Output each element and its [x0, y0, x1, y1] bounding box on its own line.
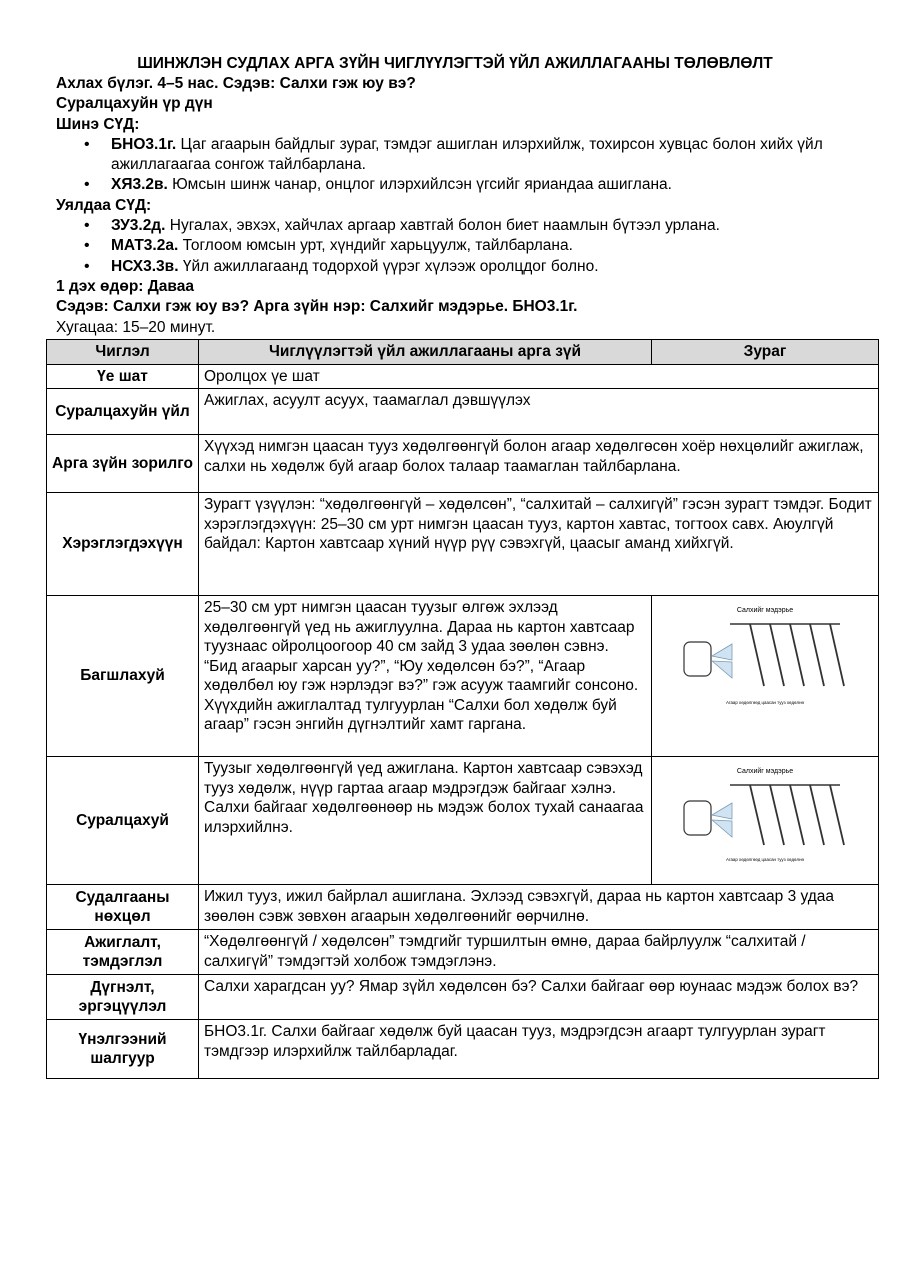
table-row: [47, 435, 879, 493]
table-row: [47, 885, 879, 930]
new-standards-list: [56, 135, 866, 196]
diagram-caption: Агаар хөдөлгөөд цаасан тууз хөдөлнө: [726, 857, 804, 862]
row-text: 25–30 см урт нимгэн цаасан туузыг өлгөж эхлээд хөдөлгөөнгүй үед нь ажиглуулна. Дараа нь картон хавтсаар туузнаас ойролцоогоор 40 см зайд 3 удаа зөөлөн сэвнэ. “Бид агаарыг харсан уу?”, “Юу хөдөлсөн бэ?”, “Агаар хөдөлбөл юу гэж нэрлэдэг вэ?” гэж асууж таамгийг сонсоно. Хүүхдийн ажиглалтад тулгуурлан “Салхи бол хөдөлж буй агаар” гэсэн энгийн дүгнэлтийг хамт гаргана.: [199, 596, 652, 757]
diagram-title: Салхийг мэдэрье: [736, 768, 794, 775]
linked-heading: Уялдаа СҮД:: [56, 196, 152, 214]
air-flow-icon: [712, 661, 732, 678]
paper-strip-icon: [810, 624, 824, 686]
cardboard-fan-icon: [684, 801, 711, 835]
diagram-caption: Агаар хөдөлгөөд цаасан тууз хөдөлнө: [726, 700, 804, 705]
table-row: [47, 364, 879, 389]
air-flow-icon: [712, 820, 732, 837]
row-text: Ажиглах, асуулт асуух, таамаглал дэвшүүлэх: [199, 389, 879, 435]
air-flow-icon: [712, 803, 732, 819]
row-text: Ижил тууз, ижил байрлал ашиглана. Эхлээд сэвэхгүй, дараа нь картон хавтсаар 3 удаа зөөлөн сэвж зөвхөн агаарын хөдөлгөөнийг өөрчилнө.: [199, 885, 879, 930]
row-label: Үе шат: [47, 364, 199, 389]
table-row: [47, 757, 879, 885]
standard-text: Тоглоом юмсын урт, хүндийг харьцуулж, тайлбарлана.: [178, 237, 573, 255]
row-text: Туузыг хөдөлгөөнгүй үед ажиглана. Картон хавтсаар сэвэхэд тууз хөдөлж, нүүр гартаа агаар мэдрэгдэж байгааг хэлнэ. Салхи байгааг хөдөлгөөнөөр нь мэдэж болох тухай санаагаа илэрхийлнэ.: [199, 757, 652, 885]
table-header-row: [47, 340, 879, 365]
row-text: “Хөдөлгөөнгүй / хөдөлсөн” тэмдгийг туршилтын өмнө, дараа байрлуулж “салхитай / салхигүй” тэмдэгтэй холбож тэмдэглэнэ.: [199, 930, 879, 975]
paper-strip-icon: [770, 624, 784, 686]
list-item: [111, 135, 866, 176]
table-row: [47, 930, 879, 975]
list-item: [111, 175, 866, 195]
row-label: Үнэлгээний шалгуур: [47, 1020, 199, 1079]
linked-standards-list: [56, 216, 866, 277]
table-row: [47, 596, 879, 757]
row-text: БНО3.1г. Салхи байгааг хөдөлж буй цаасан тууз, мэдрэгдсэн агаарт тулгуурлан зурагт тэмдгээр илэрхийлж тайлбарладаг.: [199, 1020, 879, 1079]
standard-code: ЗУ3.2д.: [111, 217, 166, 235]
table-row: [47, 493, 879, 596]
paper-strip-icon: [790, 785, 804, 845]
column-header: Зураг: [652, 340, 879, 365]
outcome-heading: Суралцахуйн үр дүн: [56, 95, 213, 113]
row-text: Салхи харагдсан уу? Ямар зүйл хөдөлсөн бэ? Салхи байгааг өөр юунаас мэдэж болох вэ?: [199, 975, 879, 1020]
paper-strip-icon: [830, 624, 844, 686]
diagram-title: Салхийг мэдэрье: [736, 607, 794, 614]
duration-line: Хугацаа: 15–20 минут.: [56, 318, 216, 336]
day-line: 1 дэх өдөр: Даваа: [56, 277, 194, 295]
row-label: Судалгааны нөхцөл: [47, 885, 199, 930]
cardboard-fan-icon: [684, 642, 711, 676]
table-row: [47, 975, 879, 1020]
row-label: Суралцахуйн үйл: [47, 389, 199, 435]
paper-strip-icon: [770, 785, 784, 845]
air-flow-icon: [712, 644, 732, 660]
group-line: Ахлах бүлэг. 4–5 нас. Сэдэв: Салхи гэж юу вэ?: [56, 75, 416, 92]
row-label: Арга зүйн зорилго: [47, 435, 199, 493]
row-text: Оролцох үе шат: [199, 364, 879, 389]
standard-code: БНО3.1г.: [111, 135, 177, 153]
topic-line: Сэдэв: Салхи гэж юу вэ? Арга зүйн нэр: Салхийг мэдэрье. БНО3.1г.: [56, 298, 578, 316]
table-row: [47, 389, 879, 435]
wind-diagram: [680, 759, 850, 871]
row-text: Хүүхэд нимгэн цаасан тууз хөдөлгөөнгүй болон агаар хөдөлгөсөн хоёр нөхцөлийг ажиглаж, салхи нь хөдөлж буй агаар болох талаар таамаглан тайлбарлана.: [199, 435, 879, 493]
diagram-cell: [652, 757, 879, 885]
standard-code: ХЯ3.2в.: [111, 176, 168, 194]
paper-strip-icon: [750, 624, 764, 686]
standard-code: МАТ3.2а.: [111, 237, 179, 255]
list-item: [111, 236, 866, 256]
column-header: Чиглүүлэгтэй үйл ажиллагааны арга зүй: [199, 340, 652, 365]
table-row: [47, 1020, 879, 1079]
paper-strip-icon: [790, 624, 804, 686]
wind-diagram: [680, 598, 850, 718]
row-label: Ажиглалт, тэмдэглэл: [47, 930, 199, 975]
page-title: ШИНЖЛЭН СУДЛАХ АРГА ЗҮЙН ЧИГЛҮҮЛЭГТЭЙ ҮЙЛ АЖИЛЛАГААНЫ ТӨЛӨВЛӨЛТ: [137, 55, 773, 72]
row-label: Дүгнэлт, эргэцүүлэл: [47, 975, 199, 1020]
standard-text: Нугалах, эвхэх, хайчлах аргаар хавтгай болон биет наамлын бүтээл урлана.: [165, 217, 720, 235]
row-label: Хэрэглэгдэхүүн: [47, 493, 199, 596]
paper-strip-icon: [750, 785, 764, 845]
list-item: [111, 216, 866, 236]
row-text: Зурагт үзүүлэн: “хөдөлгөөнгүй – хөдөлсөн”, “салхитай – салхигүй” гэсэн зурагт тэмдэг. Бодит хэрэглэгдэхүүн: 25–30 см урт нимгэн цаасан тууз, картон хавтас, тогтоох савх. Аюулгүй байдал: Картон хавтсаар хүний нүүр рүү сэвэхгүй, цаасыг аманд хийхгүй.: [199, 493, 879, 596]
diagram-cell: [652, 596, 879, 757]
new-heading: Шинэ СҮД:: [56, 115, 140, 133]
list-item: [111, 257, 866, 277]
paper-strip-icon: [810, 785, 824, 845]
document-header: [56, 74, 866, 338]
paper-strip-icon: [830, 785, 844, 845]
standard-code: НСХ3.3в.: [111, 257, 179, 275]
row-label: Багшлахуй: [47, 596, 199, 757]
standard-text: Үйл ажиллагаанд тодорхой үүрэг хүлээж оролцдог болно.: [178, 257, 599, 275]
column-header: Чиглэл: [47, 340, 199, 365]
standard-text: Цаг агаарын байдлыг зураг, тэмдэг ашиглан илэрхийлж, тохирсон хувцас болон хийх үйл ажиллагаагаа сонгож тайлбарлана.: [111, 135, 823, 174]
row-label: Суралцахуй: [47, 757, 199, 885]
standard-text: Юмсын шинж чанар, онцлог илэрхийлсэн үгсийг яриандаа ашиглана.: [167, 176, 672, 194]
plan-table: [46, 339, 879, 1079]
